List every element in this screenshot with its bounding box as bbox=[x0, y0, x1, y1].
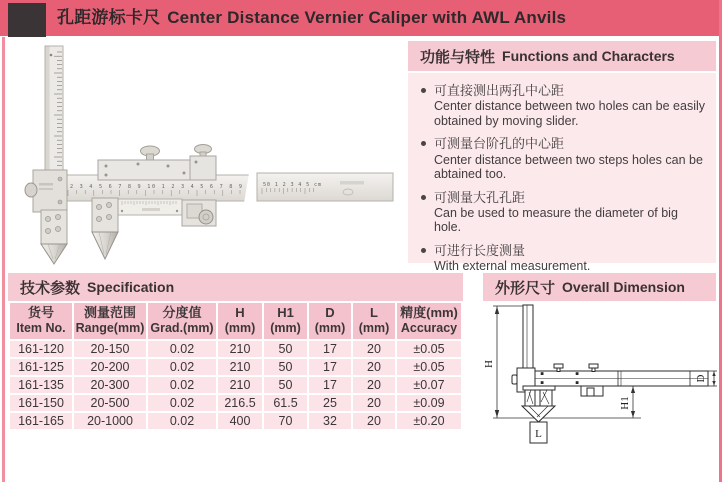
function-item-zh: 可测量台阶孔的中心距 bbox=[434, 136, 565, 152]
page-title bbox=[57, 0, 566, 36]
dim-label-l: L bbox=[535, 428, 542, 440]
spec-cell: 161-135 bbox=[10, 377, 72, 393]
spec-col-header: 测量范围 Range(mm) bbox=[74, 303, 146, 339]
spec-table-body bbox=[10, 341, 461, 429]
spec-cell: 50 bbox=[264, 341, 307, 357]
bullet-icon bbox=[421, 88, 426, 93]
spec-col-header: L (mm) bbox=[353, 303, 395, 339]
spec-cell: 61.5 bbox=[264, 395, 307, 411]
spec-col-header: D (mm) bbox=[309, 303, 351, 339]
spec-cell: 216.5 bbox=[218, 395, 262, 411]
spec-cell: 32 bbox=[309, 413, 351, 429]
spec-cell: 161-120 bbox=[10, 341, 72, 357]
function-item bbox=[420, 136, 706, 181]
cone-tip bbox=[92, 232, 118, 259]
functions-title-zh: 功能与特性 bbox=[420, 48, 496, 66]
title-band-square bbox=[8, 3, 46, 37]
spec-cell: 0.02 bbox=[148, 341, 216, 357]
spec-table-row bbox=[10, 341, 461, 357]
spec-cell: 50 bbox=[264, 377, 307, 393]
function-item-en: With external measurement. bbox=[434, 259, 591, 273]
vertical-ruler bbox=[45, 46, 63, 175]
spec-cell: 20-200 bbox=[74, 359, 146, 375]
functions-section-header bbox=[408, 41, 716, 71]
spec-cell: ±0.09 bbox=[397, 395, 461, 411]
awl-anvil-slider bbox=[92, 198, 118, 259]
page-border-left bbox=[2, 37, 5, 482]
beam-scale-right: 50 1 2 3 4 5 cm bbox=[263, 182, 321, 188]
spec-cell: 20-150 bbox=[74, 341, 146, 357]
spec-cell: 20 bbox=[353, 359, 395, 375]
page-border-right bbox=[719, 0, 722, 482]
function-item-zh: 可进行长度测量 bbox=[434, 242, 526, 258]
spec-cell: 210 bbox=[218, 359, 262, 375]
spec-cell: 17 bbox=[309, 341, 351, 357]
spec-cell: 161-165 bbox=[10, 413, 72, 429]
function-item-zh: 可直接测出两孔中心距 bbox=[434, 83, 565, 98]
lock-knob bbox=[25, 183, 37, 197]
spec-cell: 0.02 bbox=[148, 377, 216, 393]
drawing-cone bbox=[522, 406, 555, 422]
functions-title-en: Functions and Characters bbox=[502, 48, 675, 64]
dimension-title-en: Overall Dimension bbox=[562, 279, 685, 295]
vernier-plate bbox=[118, 199, 182, 215]
dimension-drawing bbox=[483, 300, 718, 470]
specification-table bbox=[8, 301, 463, 431]
spec-cell: 20-1000 bbox=[74, 413, 146, 429]
spec-table-head bbox=[10, 303, 461, 339]
spec-cell: 161-125 bbox=[10, 359, 72, 375]
cone-tip bbox=[41, 244, 67, 264]
function-item-en: Can be used to measure the diameter of big hole. bbox=[434, 205, 678, 235]
beam-scale-left: 2 3 4 5 6 7 8 9 10 1 2 3 4 5 6 7 8 9 bbox=[70, 184, 243, 190]
main-beam-right bbox=[257, 173, 393, 201]
bullet-icon bbox=[421, 195, 426, 200]
spec-col-header: H1 (mm) bbox=[264, 303, 307, 339]
specification-title-en: Specification bbox=[87, 279, 175, 295]
specification-title-zh: 技术参数 bbox=[20, 279, 81, 297]
bullet-icon bbox=[421, 248, 426, 253]
spec-cell: 17 bbox=[309, 359, 351, 375]
spec-cell: 161-150 bbox=[10, 395, 72, 411]
spec-cell: 0.02 bbox=[148, 359, 216, 375]
spec-cell: ±0.05 bbox=[397, 341, 461, 357]
dimension-section-header bbox=[483, 273, 716, 301]
functions-list bbox=[408, 73, 716, 273]
bullet-icon bbox=[421, 141, 426, 146]
spec-cell: 20-300 bbox=[74, 377, 146, 393]
spec-table-row bbox=[10, 413, 461, 429]
spec-cell: 25 bbox=[309, 395, 351, 411]
spec-col-header: 分度值 Grad.(mm) bbox=[148, 303, 216, 339]
dimension-title-zh: 外形尺寸 bbox=[495, 279, 556, 297]
spec-table-row bbox=[10, 377, 461, 393]
dim-label-h: H bbox=[483, 360, 495, 368]
function-item-en: Center distance between two holes can be easily obtained by moving slider. bbox=[434, 99, 705, 128]
caliper-body bbox=[25, 170, 67, 212]
spec-cell: ±0.07 bbox=[397, 377, 461, 393]
page-title-zh: 孔距游标卡尺 bbox=[57, 8, 161, 27]
awl-anvil-fixed bbox=[41, 210, 67, 264]
dim-label-h1: H1 bbox=[619, 396, 631, 410]
spec-cell: ±0.20 bbox=[397, 413, 461, 429]
spec-cell: 20 bbox=[353, 395, 395, 411]
spec-cell: ±0.05 bbox=[397, 359, 461, 375]
spec-cell: 20 bbox=[353, 341, 395, 357]
spec-cell: 0.02 bbox=[148, 395, 216, 411]
spec-cell: 70 bbox=[264, 413, 307, 429]
spec-cell: 50 bbox=[264, 359, 307, 375]
spec-cell: 17 bbox=[309, 377, 351, 393]
spec-cell: 210 bbox=[218, 377, 262, 393]
spec-table-row bbox=[10, 395, 461, 411]
page-title-en: Center Distance Vernier Caliper with AWL Anvils bbox=[167, 8, 567, 27]
function-item-zh: 可测量大孔孔距 bbox=[434, 189, 526, 205]
spec-cell: 210 bbox=[218, 341, 262, 357]
spec-col-header: 精度(mm) Accuracy bbox=[397, 303, 461, 339]
function-item bbox=[420, 190, 706, 235]
function-item bbox=[420, 83, 706, 128]
spec-col-header: 货号 Item No. bbox=[10, 303, 72, 339]
drawing-vertical-ruler bbox=[523, 305, 533, 372]
product-photo-caliper bbox=[10, 42, 400, 267]
specification-section-header bbox=[8, 273, 463, 301]
spec-col-header: H (mm) bbox=[218, 303, 262, 339]
spec-cell: 0.02 bbox=[148, 413, 216, 429]
spec-cell: 20 bbox=[353, 413, 395, 429]
spec-cell: 400 bbox=[218, 413, 262, 429]
dim-label-d: D bbox=[695, 374, 708, 383]
function-item-en: Center distance between two steps holes can be abtained too. bbox=[434, 152, 703, 181]
spec-cell: 20-500 bbox=[74, 395, 146, 411]
spec-table-row bbox=[10, 359, 461, 375]
spec-cell: 20 bbox=[353, 377, 395, 393]
function-item bbox=[420, 243, 706, 274]
